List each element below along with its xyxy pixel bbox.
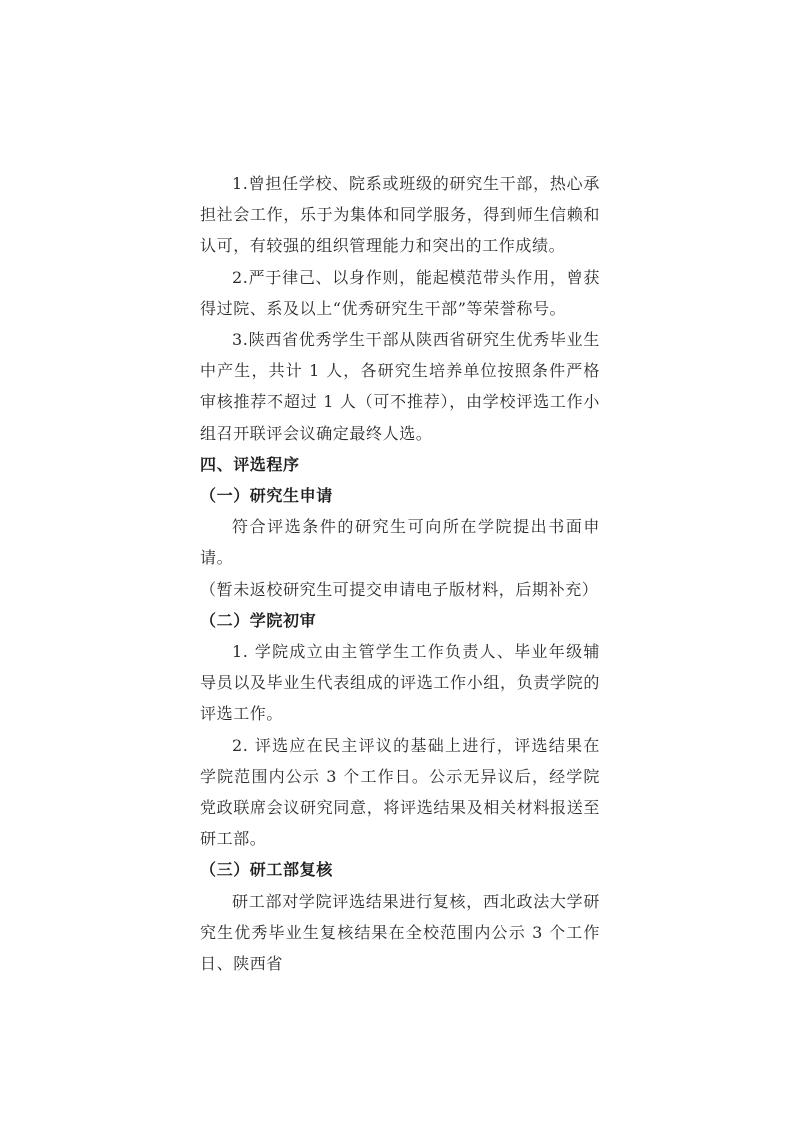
college-review-paragraph-2: 2. 评选应在民主评议的基础上进行，评选结果在学院范围内公示 3 个工作日。公示无异议后，经学院党政联席会议研究同意，将评选结果及相关材料报送至研工部。 (200, 735, 600, 849)
application-note: （暂未返校研究生可提交申请电子版材料，后期补充） (200, 579, 599, 599)
application-paragraph: 符合评选条件的研究生可向所在学院提出书面申请。 (200, 517, 600, 568)
subsection-heading-department-recheck: （三）研工部复核 (200, 860, 333, 880)
subsection-heading-college-review: （二）学院初审 (200, 610, 317, 630)
subsection-heading-student-application: （一）研究生申请 (200, 486, 333, 506)
criteria-paragraph-2: 2.严于律己、以身作则，能起模范带头作用，曾获得过院、系及以上“优秀研究生干部”等荣誉称号。 (200, 267, 600, 318)
criteria-paragraph-1: 1.曾担任学校、院系或班级的研究生干部，热心承担社会工作，乐于为集体和同学服务，得到师生信赖和认可，有较强的组织管理能力和突出的工作成绩。 (200, 174, 600, 256)
department-recheck-paragraph: 研工部对学院评选结果进行复核，西北政法大学研究生优秀毕业生复核结果在全校范围内公示 3 个工作日、陕西省 (200, 891, 600, 974)
college-review-paragraph-1: 1. 学院成立由主管学生工作负责人、毕业年级辅导员以及毕业生代表组成的评选工作小组，负责学院的评选工作。 (200, 642, 600, 724)
section-heading-selection-procedure: 四、评选程序 (200, 454, 300, 474)
criteria-paragraph-3: 3.陕西省优秀学生干部从陕西省研究生优秀毕业生中产生，共计 1 人，各研究生培养单位按照条件严格审核推荐不超过 1 人（可不推荐），由学校评选工作小组召开联评会议确定最终人选。 (200, 330, 600, 443)
document-body (200, 168, 600, 979)
